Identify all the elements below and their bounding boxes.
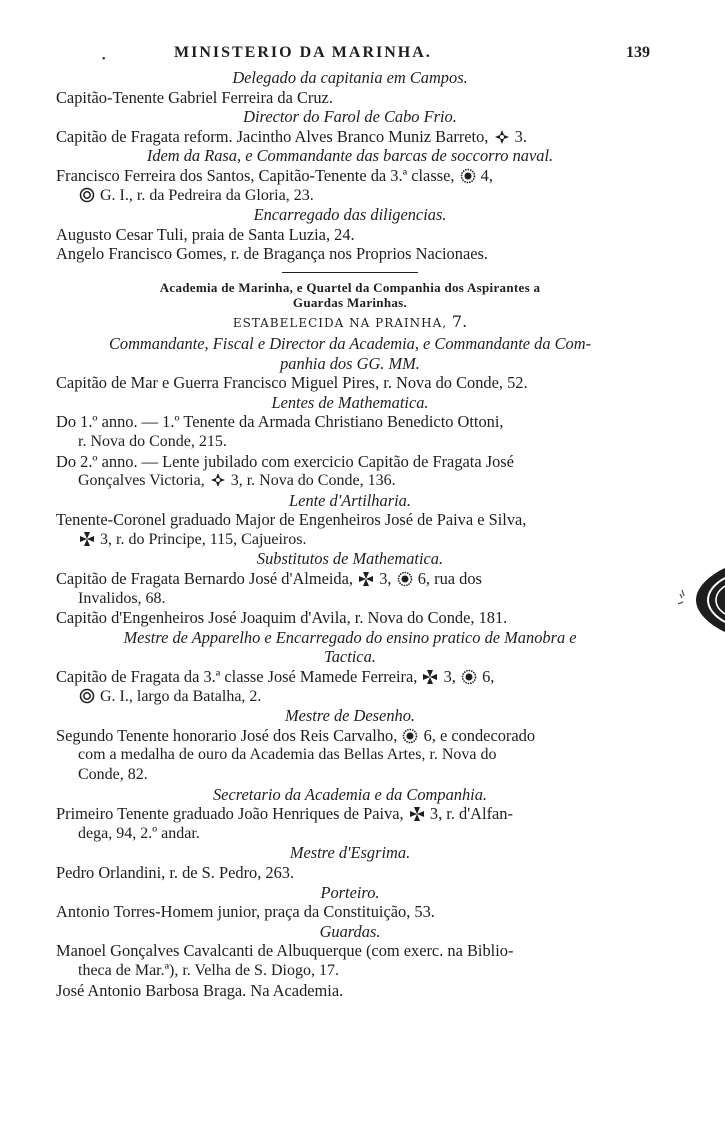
entry-line — [56, 412, 644, 432]
entry-text: 6, rua dos — [417, 569, 482, 589]
entry-text: r. Nova do Conde, 215. — [78, 432, 227, 450]
entry-text: 3. — [514, 126, 527, 146]
section-divider — [282, 272, 418, 273]
entry-line — [56, 510, 644, 530]
entry-line — [56, 863, 644, 883]
entry-text: Francisco Ferreira dos Santos, Capitão-Tenente da 3.ª classe, — [56, 165, 455, 185]
entry-text: Segundo Tenente honorario José dos Reis Carvalho, — [56, 725, 398, 745]
ornament-dot: • — [102, 54, 106, 65]
entry-line — [56, 765, 644, 785]
section-heading — [56, 647, 644, 667]
page — [56, 44, 650, 1000]
entry-line — [56, 941, 644, 961]
maltese-decoration-icon — [409, 806, 425, 822]
section-heading — [56, 107, 644, 127]
text-block-academy — [56, 334, 644, 1000]
section-heading — [56, 785, 644, 805]
entry-line — [56, 745, 644, 765]
entry-line — [56, 244, 644, 264]
entry-line — [56, 961, 644, 981]
entry-line — [56, 88, 644, 108]
entry-text: Tenente-Coronel graduado Major de Engenheiros José de Paiva e Silva, — [56, 510, 527, 530]
section-heading-text: Tactica. — [324, 647, 376, 667]
entry-text: Gonçalves Victoria, — [78, 472, 205, 490]
section-heading-text: Lentes de Mathematica. — [271, 392, 429, 412]
section-heading-text: Idem da Rasa, e Commandante das barcas de soccorro naval. — [146, 146, 554, 166]
section-heading-text: Mestre de Desenho. — [284, 706, 416, 726]
academy-established — [56, 311, 644, 334]
section-heading-text: Porteiro. — [320, 882, 380, 902]
entry-line — [56, 804, 644, 824]
page-title: MINISTERIO DA MARINHA. — [174, 44, 432, 61]
section-heading — [56, 68, 644, 88]
entry-line — [56, 452, 644, 472]
rose-decoration-icon — [397, 571, 413, 587]
established-label: ESTABELECIDA NA PRAINHA, — [232, 315, 448, 330]
entry-text: Angelo Francisco Gomes, r. de Bragança nos Proprios Nacionaes. — [56, 244, 488, 264]
page-thumb-tab — [678, 568, 725, 632]
entry-text: Conde, 82. — [78, 766, 148, 783]
entry-line — [56, 687, 644, 707]
academy-heading-line-2: Guardas Marinhas. — [292, 295, 408, 311]
entry-text: Capitão de Fragata reform. Jacintho Alves Branco Muniz Barreto, — [56, 126, 489, 146]
entry-text: 4, — [480, 165, 493, 185]
entry-text: 6, — [482, 667, 495, 687]
section-heading-text: Mestre de Apparelho e Encarregado do ensino pratico de Manobra e — [123, 627, 577, 647]
entry-text: Capitão de Fragata Bernardo José d'Almeida, — [56, 569, 353, 589]
section-heading-text: Director do Farol de Cabo Frio. — [243, 107, 457, 127]
section-heading-text: Commandante, Fiscal e Director da Academia, e Commandante da Com- — [108, 333, 592, 353]
entry-line — [56, 589, 644, 609]
entry-line — [56, 530, 644, 550]
maltese-decoration-icon — [79, 531, 95, 547]
section-heading-text: Encarregado das diligencias. — [253, 205, 447, 225]
circle-decoration-icon — [79, 187, 95, 203]
entry-text: Capitão d'Engenheiros José Joaquim d'Avila, r. Nova do Conde, 181. — [56, 608, 508, 628]
entry-text: 3, — [443, 667, 456, 687]
section-heading — [56, 628, 644, 648]
section-heading-text: Mestre d'Esgrima. — [289, 843, 411, 863]
maltese-decoration-icon — [422, 669, 438, 685]
entry-text: Capitão-Tenente Gabriel Ferreira da Cruz. — [56, 87, 333, 107]
entry-line — [56, 471, 644, 491]
entry-line — [56, 902, 644, 922]
circle-decoration-icon — [79, 688, 95, 704]
section-heading — [56, 549, 644, 569]
entry-line — [56, 373, 644, 393]
academy-heading-line-1: Academia de Marinha, e Quartel da Companhia dos Aspirantes a — [159, 279, 541, 295]
rose-decoration-icon — [461, 669, 477, 685]
entry-text: Invalidos, 68. — [78, 589, 166, 607]
section-heading — [56, 354, 644, 374]
entry-text: 3, r. Nova do Conde, 136. — [230, 472, 396, 490]
section-heading — [56, 922, 644, 942]
entry-line — [56, 166, 644, 186]
entry-text: G. I., largo da Batalha, 2. — [100, 687, 262, 705]
entry-text: 6, e condecorado — [423, 725, 536, 745]
entry-text: theca de Mar.ª), r. Velha de S. Diogo, 17. — [78, 961, 339, 979]
entry-text: José Antonio Barbosa Braga. Na Academia. — [56, 980, 344, 1000]
rose-decoration-icon — [402, 728, 418, 744]
running-header — [56, 44, 650, 68]
rose-decoration-icon — [460, 168, 476, 184]
entry-line — [56, 667, 644, 687]
entry-text: Manoel Gonçalves Cavalcanti de Albuquerque (com exerc. na Biblio- — [56, 941, 514, 961]
established-number: 7. — [451, 311, 468, 331]
section-heading-text: Substitutos de Mathematica. — [256, 549, 444, 569]
maltese-decoration-icon — [358, 571, 374, 587]
section-heading — [56, 205, 644, 225]
section-heading-text: Delegado da capitania em Campos. — [232, 68, 468, 87]
entry-line — [56, 127, 644, 147]
entry-text: dega, 94, 2.º andar. — [78, 824, 200, 842]
entry-text: G. I., r. da Pedreira da Gloria, 23. — [100, 186, 314, 204]
entry-line — [56, 608, 644, 628]
entry-line — [56, 726, 644, 746]
entry-text: Pedro Orlandini, r. de S. Pedro, 263. — [56, 862, 295, 882]
academy-heading — [56, 280, 644, 311]
entry-text: Do 2.º anno. — Lente jubilado com exercicio Capitão de Fragata José — [56, 451, 514, 471]
section-heading — [56, 393, 644, 413]
page-number: 139 — [626, 44, 650, 61]
section-heading — [56, 883, 644, 903]
text-block-top — [56, 68, 644, 264]
section-heading-text: panhia dos GG. MM. — [280, 353, 420, 373]
entry-line — [56, 824, 644, 844]
entry-text: 3, — [379, 569, 392, 589]
entry-line — [56, 432, 644, 452]
entry-line — [56, 186, 644, 206]
entry-text: Capitão de Fragata da 3.ª classe José Mamede Ferreira, — [56, 667, 418, 687]
entry-text: 3, r. d'Alfan- — [429, 804, 513, 824]
entry-text: Capitão de Mar e Guerra Francisco Miguel Pires, r. Nova do Conde, 52. — [56, 373, 528, 393]
entry-line — [56, 981, 644, 1001]
section-heading — [56, 491, 644, 511]
entry-text: Antonio Torres-Homem junior, praça da Constituição, 53. — [56, 902, 435, 922]
entry-text: Do 1.º anno. — 1.º Tenente da Armada Christiano Benedicto Ottoni, — [56, 412, 504, 432]
section-heading — [56, 706, 644, 726]
section-heading — [56, 334, 644, 354]
section-heading — [56, 843, 644, 863]
section-heading-text: Lente d'Artilharia. — [289, 490, 411, 510]
entry-line — [56, 569, 644, 589]
entry-line — [56, 225, 644, 245]
entry-text: Augusto Cesar Tuli, praia de Santa Luzia, 24. — [56, 224, 355, 244]
cross-decoration-icon — [210, 472, 226, 488]
section-heading — [56, 146, 644, 166]
section-heading-text: Secretario da Academia e da Companhia. — [212, 784, 488, 804]
entry-text: com a medalha de ouro da Academia das Bellas Artes, r. Nova do — [78, 746, 497, 764]
cross-decoration-icon — [494, 129, 510, 145]
section-heading-text: Guardas. — [319, 921, 381, 941]
entry-text: Primeiro Tenente graduado João Henriques de Paiva, — [56, 804, 404, 824]
entry-text: 3, r. do Principe, 115, Cajueiros. — [100, 530, 307, 548]
